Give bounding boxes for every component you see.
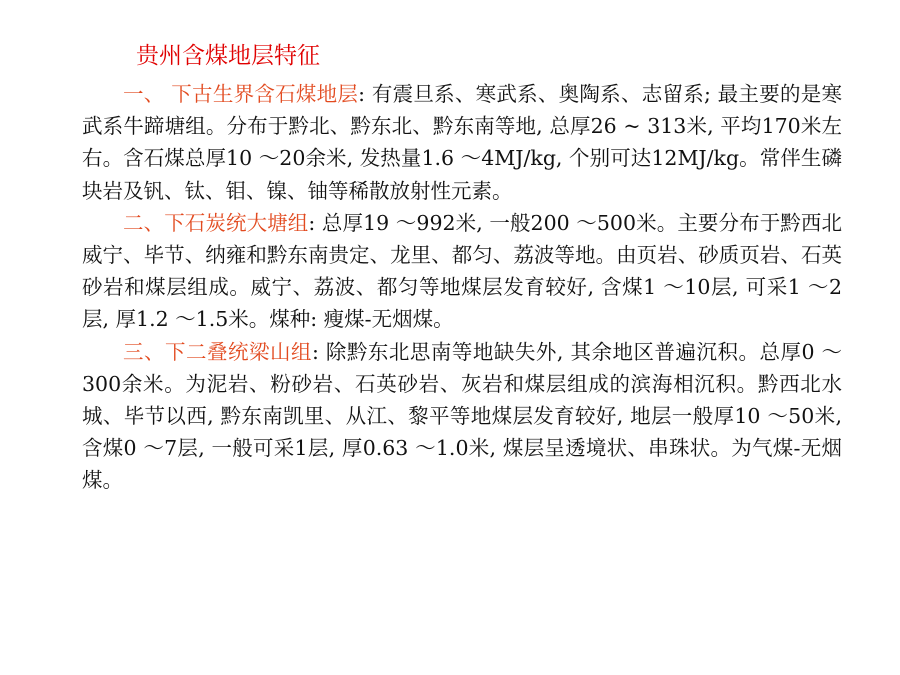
section-text-2: : 总厚19 ～992米, 一般200 ～500米。主要分布于黔西北威宁、毕节、纳雍和黔东南贵定、龙里、都匀、荔波等地。由页岩、砂质页岩、石英砂岩和煤层组成。威宁、荔波、都匀等地煤层发育较好, 含煤1 ～10层, 可采1 ～2层, 厚1.2 ～1.5米。煤种: 瘦煤-无烟煤。 bbox=[82, 210, 842, 332]
section-heading-3: 三、下二叠统梁山组 bbox=[123, 339, 312, 364]
section-paragraph-1 bbox=[82, 78, 842, 207]
section-heading-1: 一、 下古生界含石煤地层 bbox=[123, 82, 359, 106]
section-paragraph-3 bbox=[82, 336, 842, 497]
document-body bbox=[82, 78, 842, 497]
section-paragraph-2 bbox=[82, 207, 842, 336]
section-text-1: : 有震旦系、寒武系、奥陶系、志留系; 最主要的是寒武系牛蹄塘组。分布于黔北、黔东北、黔东南等地, 总厚26 ~ 313米, 平均170米左右。含石煤总厚10 ～20余米, 发热量1.6 ～4MJ/kg, 个别可达12MJ/kg。常伴生磷块岩及钒、钛、钼、镍、铀等稀散放射性元素。 bbox=[82, 82, 842, 203]
document-title: 贵州含煤地层特征 bbox=[136, 43, 320, 69]
section-text-3: : 除黔东北思南等地缺失外, 其余地区普遍沉积。总厚0 ～300余米。为泥岩、粉砂岩、石英砂岩、灰岩和煤层组成的滨海相沉积。黔西北水城、毕节以西, 黔东南凯里、从江、黎平等地煤层发育较好, 地层一般厚10 ～50米, 含煤0 ～7层, 一般可采1层, 厚0.63 ～1.0米, 煤层呈透境状、串珠状。为气煤-无烟煤。 bbox=[82, 339, 843, 493]
section-heading-2: 二、下石炭统大塘组 bbox=[123, 210, 309, 235]
